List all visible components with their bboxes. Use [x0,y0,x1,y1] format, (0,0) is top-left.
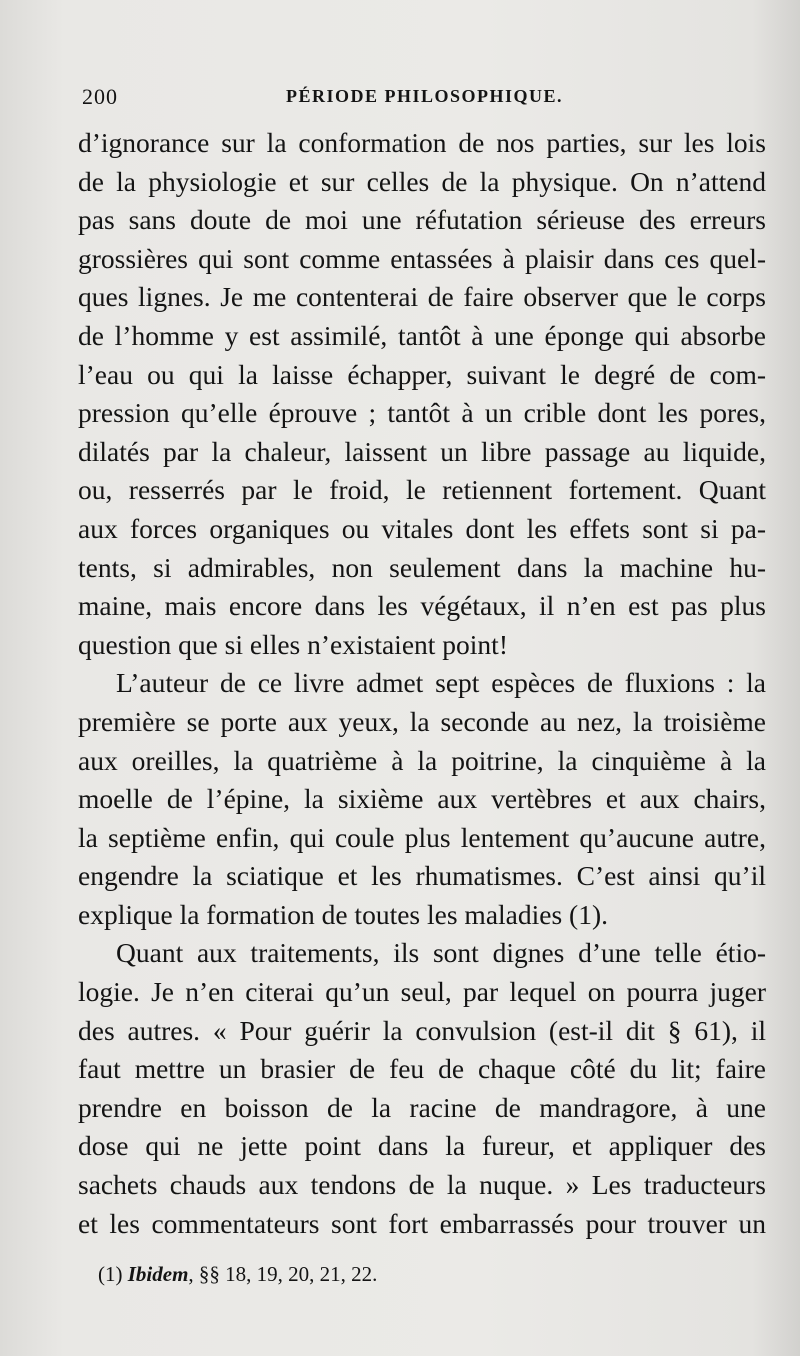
footnote-reference: , §§ 18, 19, 20, 21, 22. [188,1262,378,1286]
text-line: maine, mais encore dans les végétaux, il n’en est pas plus [78,590,766,622]
footnote-source: Ibidem [127,1262,189,1286]
text-line: ou, resserrés par le froid, le retiennent fortement. Quant [78,474,766,506]
page-number: 200 [82,84,118,109]
text-line: aux forces organiques ou vitales dont les effets sont si pa- [78,512,766,544]
footnote-marker: (1) [98,1262,123,1286]
text-line: des autres. « Pour guérir la convulsion (est-il dit § 61), il [78,1014,766,1046]
running-title: PÉRIODE PHILOSOPHIQUE. [286,86,564,106]
text-line: pas sans doute de moi une réfutation sérieuse des erreurs [78,204,766,236]
text-line: grossières qui sont comme entassées à plaisir dans ces quel- [78,242,766,274]
footnote [98,1262,377,1287]
text-line: première se porte aux yeux, la seconde au nez, la troisième [78,705,766,737]
text-line: la septième enfin, qui coule plus lentement qu’aucune autre, [78,821,766,853]
text-line: de l’homme y est assimilé, tantôt à une éponge qui absorbe [78,319,766,351]
text-line: dose qui ne jette point dans la fureur, et appliquer des [78,1130,766,1162]
text-line: prendre en boisson de la racine de mandragore, à une [78,1091,766,1123]
text-line: aux oreilles, la quatrième à la poitrine, la cinquième à la [78,744,766,776]
text-line: engendre la sciatique et les rhumatismes. C’est ainsi qu’il [78,860,766,892]
text-line: l’eau ou qui la laisse échapper, suivant le degré de com- [78,358,766,390]
text-line: dilatés par la chaleur, laissent un libre passage au liquide, [78,435,766,467]
text-line: sachets chauds aux tendons de la nuque. » Les traducteurs [78,1169,766,1201]
text-line: tents, si admirables, non seulement dans la machine hu- [78,551,766,583]
text-line: et les commentateurs sont fort embarrassés pour trouver un [78,1207,766,1239]
text-line: ques lignes. Je me contenterai de faire observer que le corps [78,281,766,313]
page-header [82,84,762,118]
text-line: moelle de l’épine, la sixième aux vertèbres et aux chairs, [78,783,766,815]
text-line: question que si elles n’existaient point! [78,628,508,660]
text-line: explique la formation de toutes les maladies (1). [78,898,608,930]
text-line: L’auteur de ce livre admet sept espèces de fluxions : la [116,667,766,699]
text-line: d’ignorance sur la conformation de nos parties, sur les lois [78,127,766,158]
text-line: de la physiologie et sur celles de la physique. On n’attend [78,165,766,197]
text-line: logie. Je n’en citerai qu’un seul, par lequel on pourra juger [78,976,766,1008]
body-text [78,124,766,1243]
text-line: faut mettre un brasier de feu de chaque côté du lit; faire [78,1053,766,1085]
text-line: pression qu’elle éprouve ; tantôt à un crible dont les pores, [78,397,766,429]
text-line: Quant aux traitements, ils sont dignes d’une telle étio- [116,937,766,969]
